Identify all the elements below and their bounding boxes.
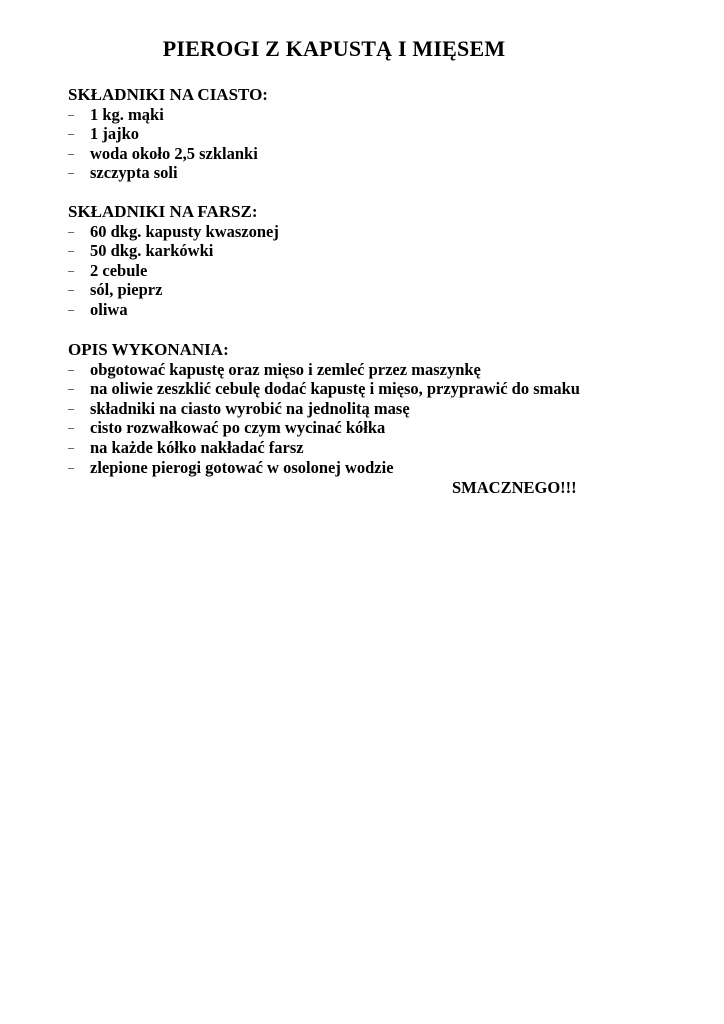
list-item — [68, 241, 668, 261]
list-item — [68, 458, 668, 478]
list-item-text: na oliwie zeszklić cebulę dodać kapustę i mięso, przyprawić do smaku — [90, 379, 580, 399]
section-heading: SKŁADNIKI NA FARSZ: — [68, 202, 258, 221]
dash-bullet: – — [68, 400, 74, 415]
list-item-text: woda około 2,5 szklanki — [90, 143, 258, 163]
list-item — [68, 124, 668, 144]
list-item-text: zlepione pierogi gotować w osolonej wodzie — [90, 457, 394, 477]
list-item — [68, 105, 668, 125]
list-item-text: 2 cebule — [90, 260, 148, 280]
list-item-text: obgotować kapustę oraz mięso i zemleć przez maszynkę — [90, 359, 481, 379]
dash-bullet: – — [68, 145, 74, 160]
list-item — [68, 222, 668, 242]
list-item — [68, 360, 668, 380]
list-item-text: 60 dkg. kapusty kwaszonej — [90, 221, 279, 241]
dash-bullet: – — [68, 282, 74, 297]
ingredient-list — [68, 222, 668, 320]
list-item-text: cisto rozwałkować po czym wycinać kółka — [90, 418, 386, 438]
list-item-text: na każde kółko nakładać farsz — [90, 437, 304, 457]
list-item — [68, 300, 668, 320]
list-item — [68, 438, 668, 458]
ingredient-list — [68, 105, 668, 183]
list-item-text: 1 kg. mąki — [90, 104, 164, 124]
closing-text: SMACZNEGO!!! — [452, 478, 577, 497]
list-item-text: oliwa — [90, 299, 128, 319]
dash-bullet: – — [68, 262, 74, 277]
page-title: PIEROGI Z KAPUSTĄ I MIĘSEM — [162, 36, 506, 61]
list-item-text: składniki na ciasto wyrobić na jednolitą masę — [90, 398, 410, 418]
dash-bullet: – — [68, 126, 74, 141]
section-filling-ingredients — [68, 202, 668, 320]
dash-bullet: – — [68, 361, 74, 376]
step-list — [68, 360, 668, 478]
list-item — [68, 163, 668, 183]
list-item — [68, 379, 668, 399]
list-item-text: szczypta soli — [90, 163, 178, 183]
list-item — [68, 418, 668, 438]
list-item-text: 1 jajko — [90, 124, 140, 144]
section-preparation — [68, 340, 668, 477]
list-item-text: 50 dkg. karkówki — [90, 241, 214, 261]
list-item — [68, 399, 668, 419]
section-dough-ingredients — [68, 85, 668, 183]
list-item — [68, 280, 668, 300]
dash-bullet: – — [68, 165, 74, 180]
dash-bullet: – — [68, 420, 74, 435]
dash-bullet: – — [68, 381, 74, 396]
list-item — [68, 261, 668, 281]
section-heading: SKŁADNIKI NA CIASTO: — [68, 85, 268, 104]
dash-bullet: – — [68, 106, 74, 121]
dash-bullet: – — [68, 459, 74, 474]
list-item — [68, 144, 668, 164]
dash-bullet: – — [68, 439, 74, 454]
section-heading: OPIS WYKONANIA: — [68, 340, 229, 359]
list-item-text: sól, pieprz — [90, 280, 163, 300]
dash-bullet: – — [68, 301, 74, 316]
dash-bullet: – — [68, 243, 74, 258]
dash-bullet: – — [68, 223, 74, 238]
